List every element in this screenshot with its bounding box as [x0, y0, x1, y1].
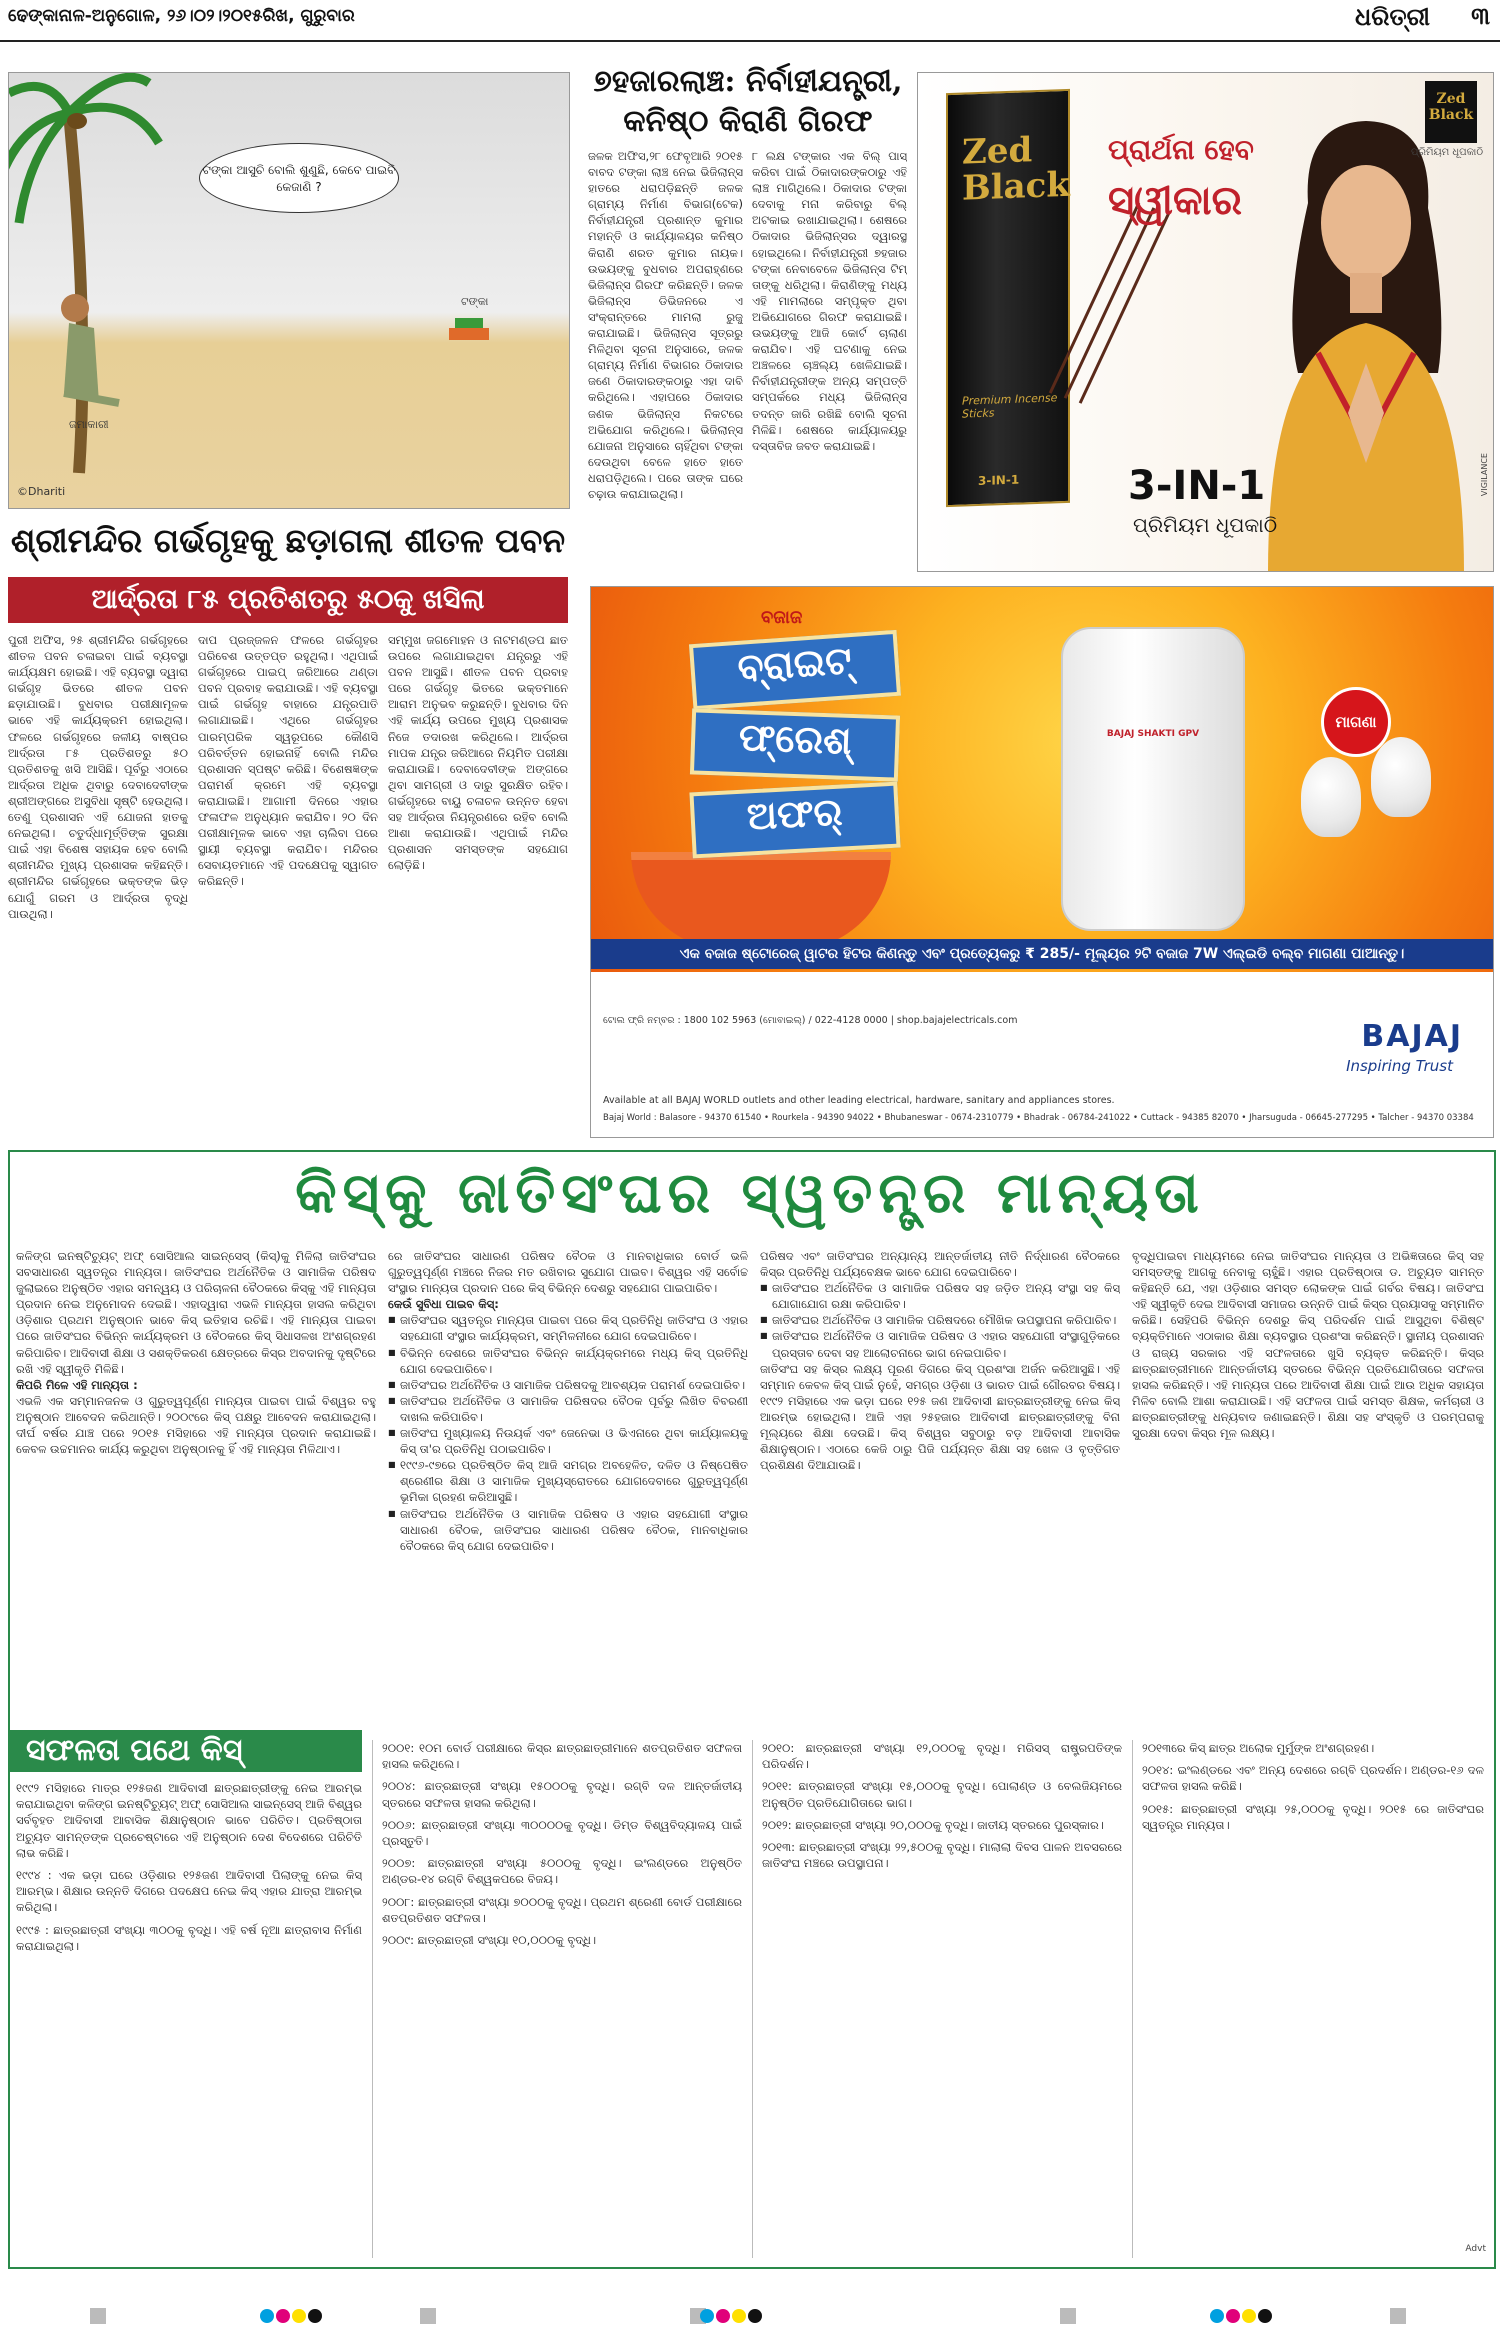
- benefit-item: ■ ଜାତିସଂଘର ଅର୍ଥନୈତିକ ଓ ସାମାଜିକ ପରିଷଦରେ ମୌଖିକ ଉପସ୍ଥାପନା କରିପାରିବ।: [760, 1312, 1120, 1328]
- kiss-col4: ବୃଦ୍ଧିପାଇବା ମାଧ୍ୟମରେ ନେଇ ଜାତିସଂଘର ମାନ୍ୟତା ଓ ଅଭିଜ୍ଞତାରେ କିସ୍ ସହ ସମସ୍ତଙ୍କୁ ଆଗକୁ ନେବାକୁ ଚାହୁଁଛି। ଏହାର ପ୍ରତିଷ୍ଠାତା ଡ. ଅଚ୍ୟୁତ ସାମନ୍ତ କହିଛନ୍ତି ଯେ, ଏହା ଓଡ଼ିଶାର ସମସ୍ତ ଲୋକଙ୍କ ପାଇଁ ଗର୍ବର ବିଷୟ। ଜାତିସଂଘ ଏହି ସ୍ୱୀକୃତି ଦେଇ ଆଦିବାସୀ ସମାଜର ଉନ୍ନତି ପାଇଁ କିସ୍‌ର ପ୍ରୟାସକୁ ସମ୍ମାନିତ କରିଛି। ସେହିପରି ବିଭିନ୍ନ ଦେଶରୁ କିସ୍ ପରିଦର୍ଶନ ପାଇଁ ଆସୁଥିବା ବିଶିଷ୍ଟ ବ୍ୟକ୍ତିମାନେ ଏଠାକାର ଶିକ୍ଷା ବ୍ୟବସ୍ଥାର ପ୍ରଶଂସା କରିଛନ୍ତି। ସ୍ଥାନୀୟ ପ୍ରଶାସନ ଓ ରାଜ୍ୟ ସରକାର ଏହି ସଫଳତାରେ ଖୁସି ବ୍ୟକ୍ତ କରିଛନ୍ତି। କିସ୍‌ର ଛାତ୍ରଛାତ୍ରୀମାନେ ଆନ୍ତର୍ଜାତୀୟ ସ୍ତରରେ ବିଭିନ୍ନ ପ୍ରତିଯୋଗିତାରେ ସଫଳତା ହାସଲ କରିଛନ୍ତି। ଏହି ମାନ୍ୟତା ପରେ ଆଦିବାସୀ ଶିକ୍ଷା ପାଇଁ ଆଉ ଅଧିକ ସହାୟତା ମିଳିବ ବୋଲି ଆଶା କରାଯାଉଛି। ଏହି ସଫଳତା ପାଇଁ ସମସ୍ତ ଶିକ୍ଷକ, କର୍ମଚାରୀ ଓ ଛାତ୍ରଛାତ୍ରୀଙ୍କୁ ଧନ୍ୟବାଦ ଜଣାଇଛନ୍ତି। ଶିକ୍ଷା ସହ ସଂସ୍କୃତି ଓ ପରମ୍ପରାକୁ ସୁରକ୍ଷା ଦେବା କିସ୍‌ର ମୂଳ ଲକ୍ଷ୍ୟ।: [1132, 1249, 1484, 1441]
- registration-square: [1060, 2308, 1076, 2324]
- story2-col1: ପୁରୀ ଅଫିସ, ୨୫ ଶ୍ରୀମନ୍ଦିର ଗର୍ଭଗୃହରେ ଶୀତଳ ପବନ ଚଳାଇବା ପାଇଁ ବ୍ୟବସ୍ଥା କାର୍ଯ୍ୟକ୍ଷମ ହୋଇଛି। ଏହି ବ୍ୟବସ୍ଥା ଦ୍ୱାରା ଗର୍ଭଗୃହ ଭିତରେ ଶୀତଳ ପବନ ଛଡ଼ାଯାଉଛି। ବୁଧବାର ପରୀକ୍ଷାମୂଳକ ଭାବେ ଏହି କାର୍ଯ୍ୟକ୍ରମ ହୋଇଥିଲା। ଫଳରେ ଗର୍ଭଗୃହରେ ଜଳୀୟ ବାଷ୍ପର ଆର୍ଦ୍ରତା ୮୫ ପ୍ରତିଶତରୁ ୫୦ ପ୍ରତିଶତକୁ ଖସି ଆସିଛି। ପୂର୍ବରୁ ଏଠାରେ ଆର୍ଦ୍ରତା ଅଧିକ ଥିବାରୁ ଦେବାଦେବୀଙ୍କ ଶ୍ରୀଅଙ୍ଗରେ ଅସୁବିଧା ସୃଷ୍ଟି ହେଉଥିଲା। ତେଣୁ ପ୍ରଶାସନ ଏହି ଯୋଜନା ହାତକୁ ନେଇଥିଲା। ଚତୁର୍ଦ୍ଧାମୂର୍ତ୍ତିଙ୍କ ସୁରକ୍ଷା ପାଇଁ ଏହା ବିଶେଷ ସହାୟକ ହେବ ବୋଲି ଶ୍ରୀମନ୍ଦିର ମୁଖ୍ୟ ପ୍ରଶାସକ କହିଛନ୍ତି। ଶ୍ରୀମନ୍ଦିର ଗର୍ଭଗୃହରେ ଭକ୍ତଙ୍କ ଭିଡ଼ ଯୋଗୁଁ ଗରମ ଓ ଆର୍ଦ୍ରତା ବୃଦ୍ଧି ପାଉଥିଲା।: [8, 633, 188, 921]
- timeline-col1: [16, 1780, 362, 2258]
- speech-bubble: ଟଙ୍କା ଆସୁଚି ବୋଲି ଶୁଣୁଛି, କେବେ ପାଇବି କେଜାଣି ?: [199, 143, 399, 213]
- print-registration-strip: [0, 2300, 1500, 2333]
- registration-square: [1390, 2308, 1406, 2324]
- cartoon-panel: [8, 72, 570, 509]
- timeline-entry: ୨୦୧୩ରେ କିସ୍ ଛାତ୍ର ଅଲୋକ ମୁର୍ମୁଙ୍କ ଅଂଶଗ୍ରହଣ।: [1142, 1741, 1375, 1755]
- water-heater: [1061, 627, 1245, 931]
- story2-col2: ଦାପ ପ୍ରଜ୍ଜଳନ ଫଳରେ ଗର୍ଭଗୃହର ପରିବେଶ ଉତ୍ତପ୍ତ ରହୁଥିଲା। ଏଥିପାଇଁ ଗର୍ଭଗୃହରେ ପାଇପ୍ ଜରିଆରେ ଥଣ୍ଡା ପବନ ପ୍ରବାହ କରାଯାଉଛି। ଏହି ବ୍ୟବସ୍ଥା ପାଇଁ ଗର୍ଭଗୃହ ବାହାରେ ଯନ୍ତ୍ରପାତି ଲଗାଯାଇଛି। ଏଥିରେ ଗର୍ଭଗୃହର ପାରମ୍ପରିକ ସ୍ୱରୂପରେ କୌଣସି ପରିବର୍ତ୍ତନ ହୋଇନାହିଁ ବୋଲି ମନ୍ଦିର ପ୍ରଶାସନ ସ୍ପଷ୍ଟ କରିଛି। ବିଶେଷଜ୍ଞଙ୍କ ପରାମର୍ଶ କ୍ରମେ ଏହି ବ୍ୟବସ୍ଥା କରାଯାଇଛି। ଆଗାମୀ ଦିନରେ ଏହାର ଫଳାଫଳ ଅନୁଧ୍ୟାନ କରାଯିବ। ୨୦ ଦିନ ପରୀକ୍ଷାମୂଳକ ଭାବେ ଏହା ଚାଲିବା ପରେ ସ୍ଥାୟୀ ବ୍ୟବସ୍ଥା କରାଯିବ। ମନ୍ଦିରର ସେବାୟତମାନେ ଏହି ପଦକ୍ଷେପକୁ ସ୍ୱାଗତ କରିଛନ୍ତି।: [198, 633, 378, 889]
- kiss-col1b-text: ଏଭଳି ଏକ ସମ୍ମାନଜନକ ଓ ଗୁରୁତ୍ୱପୂର୍ଣ୍ଣ ମାନ୍ୟତା ପାଇବା ପାଇଁ ବିଶ୍ୱର ବହୁ ଅନୁଷ୍ଠାନ ଆବେଦନ କରିଥାନ୍ତି। ୨୦୦୯ରେ କିସ୍ ପକ୍ଷରୁ ଆବେଦନ କରାଯାଇଥିଲା। ଦୀର୍ଘ ବର୍ଷର ଯାଞ୍ଚ ପରେ ୨୦୧୫ ମସିହାରେ ଏହି ମାନ୍ୟତା ପ୍ରଦାନ କରାଯାଇଛି। କେବଳ ଉଚ୍ଚମାନର କାର୍ଯ୍ୟ କରୁଥିବା ଅନୁଷ୍ଠାନକୁ ହିଁ ଏହି ମାନ୍ୟତା ମିଳିଥାଏ।: [16, 1393, 376, 1457]
- incense-pack: [946, 89, 1070, 507]
- timeline-intro: ୧୯୯୨ ମସିହାରେ ମାତ୍ର ୧୨୫ଜଣ ଆଦିବାସୀ ଛାତ୍ରଛାତ୍ରୀଙ୍କୁ ନେଇ ଆରମ୍ଭ କରାଯାଇଥିବା କଳିଙ୍ଗ ଇନଷ୍ଟିଚ୍ୟୁଟ୍ ଅଫ୍ ସୋସିଆଲ ସାଇନ୍ସେସ୍ ଆଜି ବିଶ୍ୱର ସର୍ବବୃହତ ଆଦିବାସୀ ଆବାସିକ ଶିକ୍ଷାନୁଷ୍ଠାନ ଭାବେ ପରିଚିତ। ପ୍ରତିଷ୍ଠାତା ଅଚ୍ୟୁତ ସାମନ୍ତଙ୍କ ପ୍ରଚେଷ୍ଟାରେ ଏହି ଅନୁଷ୍ଠାନ ଦେଶ ବିଦେଶରେ ପରିଚିତି ଲାଭ କରିଛି।: [16, 1781, 362, 1860]
- timeline-entry: ୨୦୦୭: ଛାତ୍ରଛାତ୍ରୀ ସଂଖ୍ୟା ୫୦୦୦କୁ ବୃଦ୍ଧି। ଇଂଲଣ୍ଡରେ ଅନୁଷ୍ଠିତ ଅଣ୍ଡର-୧୪ ରଗ୍ବି ବିଶ୍ୱକପରେ ବିଜୟ।: [382, 1856, 742, 1887]
- column-rule: [752, 1740, 753, 2258]
- zed-black-ad: [917, 72, 1494, 572]
- kiss-col3b-text: ଜାତିସଂଘ ସହ କିସ୍‌ର ଲକ୍ଷ୍ୟ ପୂରଣ ଦିଗରେ କିସ୍ ପ୍ରଶଂସା ଅର୍ଜନ କରିଆସୁଛି। ଏହି ସମ୍ମାନ କେବଳ କିସ୍ ପାଇଁ ନୁହେଁ, ସମଗ୍ର ଓଡ଼ିଶା ଓ ଭାରତ ପାଇଁ ଗୌରବର ବିଷୟ। ୧୯୯୨ ମସିହାରେ ଏକ ଭଡ଼ା ଘରେ ୧୨୫ ଜଣ ଆଦିବାସୀ ଛାତ୍ରଛାତ୍ରୀଙ୍କୁ ନେଇ କିସ୍ ଆରମ୍ଭ ହୋଇଥିଲା। ଆଜି ଏହା ୨୫ହଜାର ଆଦିବାସୀ ଛାତ୍ରଛାତ୍ରୀଙ୍କୁ ବିନା ମୂଲ୍ୟରେ ଶିକ୍ଷା ଦେଉଛି। କିସ୍ ବିଶ୍ୱର ସବୁଠାରୁ ବଡ଼ ଆଦିବାସୀ ଆବାସିକ ଶିକ୍ଷାନୁଷ୍ଠାନ। ଏଠାରେ କେଜି ଠାରୁ ପିଜି ପର୍ଯ୍ୟନ୍ତ ଶିକ୍ଷା ସହ ଖେଳ ଓ ବୃତ୍ତିଗତ ପ୍ରଶିକ୍ଷଣ ଦିଆଯାଉଛି।: [760, 1361, 1120, 1473]
- story2-headline: ଶ୍ରୀମନ୍ଦିର ଗର୍ଭଗୃହକୁ ଛଡ଼ାଗଲା ଶୀତଳ ପବନ: [10, 521, 566, 560]
- benefit-item: ■ ବିଭିନ୍ନ ଦେଶରେ ଜାତିସଂଘର ବିଭିନ୍ନ କାର୍ଯ୍ୟକ୍ରମରେ ମଧ୍ୟ କିସ୍ ପ୍ରତିନିଧି ଯୋଗ ଦେଇପାରିବେ।: [388, 1345, 748, 1377]
- timeline-entry: ୧୯୯୪ : ଏକ ଭଡ଼ା ଘରେ ଓଡ଼ିଶାର ୧୨୫ଜଣ ଆଦିବାସୀ ପିଲାଙ୍କୁ ନେଇ କିସ୍ ଆରମ୍ଭ। ଶିକ୍ଷାର ଉନ୍ନତି ଦିଗରେ ପଦକ୍ଷେପ ନେଇ କିସ୍ ଏହାର ଯାତ୍ରା ଆରମ୍ଭ କରିଥିଲା।: [16, 1868, 362, 1915]
- bajaj-logo: BAJAJ: [1361, 1019, 1463, 1054]
- color-registration-marks: [700, 2308, 764, 2327]
- timeline-entry: ୨୦୧୨: ଛାତ୍ରଛାତ୍ରୀ ସଂଖ୍ୟା ୨୦,୦୦୦କୁ ବୃଦ୍ଧି। ଜାତୀୟ ସ୍ତରରେ ପୁରସ୍କାର।: [762, 1817, 1104, 1832]
- color-registration-marks: [1210, 2308, 1274, 2327]
- benefit-item: ■ ଜାତିସଂଘର ସ୍ୱତନ୍ତ୍ର ମାନ୍ୟତା ପାଇବା ପରେ କିସ୍ ପ୍ରତିନିଧି ଜାତିସଂଘ ଓ ଏହାର ସହଯୋଗୀ ସଂସ୍ଥାର କାର୍ଯ୍ୟକ୍ରମ, ସମ୍ମିଳନୀରେ ଯୋଗ ଦେଇପାରିବେ।: [388, 1312, 748, 1344]
- availability-info: Available at all BAJAJ WORLD outlets and other leading electrical, hardware, sanitary and appliances stores.: [603, 1095, 1115, 1106]
- bajaj-world-stores: Bajaj World : Balasore - 94370 61540 • Rourkela - 94390 94022 • Bhubaneswar - 0674-2310779 • Bhadrak - 06784-241022 • Cuttack - 94385 82070 • Jharsuguda - 06645-277295 • Talcher - 94370 03384: [603, 1113, 1474, 1123]
- bajaj-brand-small: ବଜାଜ: [761, 607, 803, 628]
- ad-tagline-1: ପ୍ରାର୍ଥନା ହେବ: [1108, 133, 1254, 166]
- bajaj-ad: [590, 586, 1494, 1138]
- incense-stick: [1079, 212, 1170, 404]
- timeline-entry: ୨୦୦୬: ଛାତ୍ରଛାତ୍ରୀ ସଂଖ୍ୟା ୩୦୦୦୦କୁ ବୃଦ୍ଧି। ଡିମ୍ଡ ବିଶ୍ୱବିଦ୍ୟାଳୟ ପାଇଁ ପ୍ରସ୍ତୁତି।: [382, 1817, 742, 1849]
- timeline-entry: ୨୦୦୯: ଛାତ୍ରଛାତ୍ରୀ ସଂଖ୍ୟା ୧୦,୦୦୦କୁ ବୃଦ୍ଧି।: [382, 1933, 597, 1948]
- money-label: ଟଙ୍କା: [461, 295, 489, 308]
- timeline-col2: [382, 1740, 742, 2258]
- timeline-title: ସଫଳତା ପଥେ କିସ୍: [10, 1730, 362, 1772]
- benefit-item: ■ ଜାତିସଂଘର ଅର୍ଥନୈତିକ ଓ ସାମାଜିକ ପରିଷଦର ବୈଠକ ପୂର୍ବରୁ ଲିଖିତ ବିବରଣୀ ଦାଖଲ କରିପାରିବ।: [388, 1393, 748, 1425]
- column-rule: [372, 1740, 373, 2258]
- kiss-col2: [388, 1248, 748, 1718]
- masthead-brand: ଧରିତ୍ରୀ: [1355, 2, 1430, 31]
- kiss-col1: [16, 1248, 376, 1718]
- bajaj-tagline: Inspiring Trust: [1346, 1057, 1453, 1075]
- agency-credit: VIGILANCE: [1480, 453, 1489, 497]
- offer-text: ଏକ ବଜାଜ ଷ୍ଟୋରେଜ୍ ୱାଟର ହିଟର କିଣନ୍ତୁ ଏବଂ ପ୍ରତ୍ୟେକରୁ ₹ 285/- ମୂଲ୍ୟର ୨ଟି ବଜାଜ 7W ଏଲ୍ଇଡି ବଲ୍ବ ମାଗଣା ପାଆନ୍ତୁ।: [591, 939, 1493, 969]
- story1-headline: ୭ହଜାରଲାଞ୍ଚ: ନିର୍ବାହୀଯନ୍ତ୍ରୀ, କନିଷ୍ଠ କିରାଣି ଗିରଫ: [593, 64, 903, 139]
- led-bulb: [1301, 757, 1361, 837]
- story1-col1: ଜଳକ ଅଫିସ,୨୮ ଫେବୃଆରି ୨୦୧୫ ବାବଦ ଟଙ୍କା ଲାଞ୍ଚ ନେଇ ଭିଜିଲାନ୍ସ ହାତରେ ଧରାପଡ଼ିଛନ୍ତି ଜଳକ ଗ୍ରାମ୍ୟ ନିର୍ମାଣ ବିଭାଗ(ଟେକ) ନିର୍ବାହୀଯନ୍ତ୍ରୀ ପ୍ରଶାନ୍ତ କୁମାର ମହାନ୍ତି ଓ କାର୍ଯ୍ୟାଳୟର କନିଷ୍ଠ କିରାଣି ଶରତ କୁମାର ନାୟକ। ଉଭୟଙ୍କୁ ବୁଧବାର ଅପରାହ୍ଣରେ ଭିଜିଲାନ୍ସ ଗିରଫ କରିଛନ୍ତି। ଜଳକ ଭିଜିଲାନ୍ସ ଡିଭିଜନରେ ଏ ସଂକ୍ରାନ୍ତରେ ମାମଲା ରୁଜୁ କରାଯାଇଛି। ଭିଜିଲାନ୍ସ ସୂତ୍ରରୁ ମିଳିଥିବା ସୂଚନା ଅନୁସାରେ, ଜଳକ ଗ୍ରାମ୍ୟ ନିର୍ମାଣ ବିଭାଗର ଠିକାଦାର ଜଣେ ଠିକାଦାରଙ୍କଠାରୁ ଏହା ଦାବି କରିଥିଲେ। ଏହାପରେ ଠିକାଦାର ଜଣକ ଭିଜିଲାନ୍ସ ନିକଟରେ ଅଭିଯୋଗ କରିଥିଲେ। ଭିଜିଲାନ୍ସ ଯୋଜନା ଅନୁସାରେ ଚାହିଁଥିବା ଟଙ୍କା ଦେଉଥିବା ବେଳେ ହାତେ ହାତେ ଧରାପଡ଼ିଥିଲେ। ପରେ ତାଙ୍କ ଘରେ ଚଢ଼ାଉ କରାଯାଇଥିଲା।: [588, 149, 743, 501]
- pack-subtitle: Premium Incense Sticks: [962, 391, 1058, 421]
- benefit-item: ■ ଜାତିସଂଘ ମୁଖ୍ୟାଳୟ ନିଉୟର୍କ ଏବଂ ଜେନେଭା ଓ ଭିଏନାରେ ଥିବା କାର୍ଯ୍ୟାଳୟକୁ କିସ୍ ତା'ର ପ୍ରତିନିଧି ପଠାଇପାରିବ।: [388, 1425, 748, 1457]
- ad-product-subtitle: ପ୍ରିମିୟମ ଧୂପକାଠି: [1133, 513, 1278, 537]
- edition-dateline: ଢେଙ୍କାନାଳ-ଅନୁଗୋଳ, ୨୬।୦୨।୨୦୧୫ରିଖ, ଗୁରୁବାର: [8, 6, 355, 26]
- zed-black-logo: Zed Black: [1425, 81, 1477, 143]
- depositor-label: ଜମାକାରୀ: [69, 418, 109, 431]
- timeline-col4: [1142, 1740, 1484, 2240]
- story2-col3: ସମ୍ମୁଖ ଜଗମୋହନ ଓ ନାଟମଣ୍ଡପ ଛାତ ଉପରେ ଲଗାଯାଇଥିବା ଯନ୍ତ୍ରରୁ ଏହି ପବନ ଆସୁଛି। ଶୀତଳ ପବନ ପ୍ରବାହ ପରେ ଗର୍ଭଗୃହ ଭିତରେ ଭକ୍ତମାନେ ଆରାମ ଅନୁଭବ କରୁଛନ୍ତି। ବୁଧବାର ଦିନ ଏହି କାର୍ଯ୍ୟ ଉପରେ ମୁଖ୍ୟ ପ୍ରଶାସକ ନିଜେ ତଦାରଖ କରିଥିଲେ। ଆର୍ଦ୍ରତା ମାପକ ଯନ୍ତ୍ର ଜରିଆରେ ନିୟମିତ ପରୀକ୍ଷା କରାଯାଉଛି। ଦେବାଦେବୀଙ୍କ ଅଙ୍ଗରେ ଥିବା ସାମଗ୍ରୀ ଓ ଦାରୁ ସୁରକ୍ଷିତ ରହିବ। ଗର୍ଭଗୃହରେ ବାୟୁ ଚଳାଚଳ ଉନ୍ନତ ହେବା ସହ ଆର୍ଦ୍ରତା ନିୟନ୍ତ୍ରଣରେ ରହିବ ବୋଲି ଆଶା କରାଯାଉଛି। ଏଥିପାଇଁ ମନ୍ଦିର ପ୍ରଶାସନ ସମସ୍ତଙ୍କ ସହଯୋଗ ଲୋଡ଼ିଛି।: [388, 633, 568, 873]
- model-photo: [1248, 113, 1483, 572]
- pack-3in1: 3-IN-1: [978, 472, 1020, 489]
- page-header: [0, 0, 1500, 42]
- column-rule: [1132, 1740, 1133, 2258]
- ribbon-offer: ଅଫର୍: [689, 782, 900, 859]
- kiss-col3: [760, 1248, 1120, 1718]
- cartoon-credit: ©Dhariti: [17, 485, 66, 498]
- timeline-entry: ୨୦୧୩: ଛାତ୍ରଛାତ୍ରୀ ସଂଖ୍ୟା ୨୨,୫୦୦କୁ ବୃଦ୍ଧି। ମାଲାଲା ଦିବସ ପାଳନ ଅବସରରେ ଜାତିସଂଘ ମଞ୍ଚରେ ଉପସ୍ଥାପନା।: [762, 1840, 1122, 1871]
- timeline-entry: ୨୦୦୪: ଛାତ୍ରଛାତ୍ରୀ ସଂଖ୍ୟା ୧୫୦୦୦କୁ ବୃଦ୍ଧି। ରଗ୍ବି ଦଳ ଆନ୍ତର୍ଜାତୀୟ ସ୍ତରରେ ସଫଳତା ହାସଲ କରିଥିଲା।: [382, 1779, 742, 1810]
- timeline-entry: ୨୦୧୦: ଛାତ୍ରଛାତ୍ରୀ ସଂଖ୍ୟା ୧୨,୦୦୦କୁ ବୃଦ୍ଧି। ମରିସସ୍ ରାଷ୍ଟ୍ରପତିଙ୍କ ପରିଦର୍ଶନ।: [762, 1741, 1122, 1772]
- kiss-col2-text: ରେ ଜାତିସଂଘର ସାଧାରଣ ପରିଷଦ ବୈଠକ ଓ ମାନବାଧିକାର ବୋର୍ଡ ଭଳି ଗୁରୁତ୍ୱପୂର୍ଣ୍ଣ ମଞ୍ଚରେ ନିଜର ମତ ରଖିବାର ସୁଯୋଗ ପାଇବ। ବିଶ୍ୱର ଏହି ସର୍ବୋଚ୍ଚ ସଂସ୍ଥାର ମାନ୍ୟତା ପ୍ରଦାନ ପରେ କିସ୍ ବିଭିନ୍ନ ଦେଶରୁ ସହଯୋଗ ପାଇପାରିବ।: [388, 1249, 748, 1296]
- story1-col2: ୮ ଲକ୍ଷ ଟଙ୍କାର ଏକ ବିଲ୍ ପାସ୍ କରିବା ପାଇଁ ଠିକାଦାରଙ୍କଠାରୁ ଏହି ଲାଞ୍ଚ ମାଗିଥିଲେ। ଠିକାଦାର ଟଙ୍କା ଦେବାକୁ ମନା କରିବାରୁ ବିଲ୍ ଅଟକାଇ ରଖାଯାଇଥିଲା। ଶେଷରେ ଠିକାଦାର ଭିଜିଲାନ୍ସର ଦ୍ୱାରସ୍ଥ ହୋଇଥିଲେ। ନିର୍ବାହୀଯନ୍ତ୍ରୀ ୭ହଜାର ଟଙ୍କା ନେବାବେଳେ ଭିଜିଲାନ୍ସ ଟିମ୍ ତାଙ୍କୁ ଧରିଥିଲା। କିରାଣିଙ୍କୁ ମଧ୍ୟ ଏହି ମାମଲାରେ ସମ୍ପୃକ୍ତ ଥିବା ଅଭିଯୋଗରେ ଗିରଫ କରାଯାଇଛି। ଉଭୟଙ୍କୁ ଆଜି କୋର୍ଟ ଚାଲାଣ କରାଯିବ। ଏହି ଘଟଣାକୁ ନେଇ ଅଞ୍ଚଳରେ ଚାଞ୍ଚଲ୍ୟ ଖେଳିଯାଇଛି। ନିର୍ବାହୀଯନ୍ତ୍ରୀଙ୍କ ଅନ୍ୟ ସମ୍ପତ୍ତି ସମ୍ପର୍କରେ ମଧ୍ୟ ଭିଜିଲାନ୍ସ ତଦନ୍ତ ଜାରି ରଖିଛି ବୋଲି ସୂଚନା ମିଳିଛି। ଶେଷରେ କାର୍ଯ୍ୟାଳୟରୁ ଦସ୍ତାବିଜ ଜବତ କରାଯାଇଛି।: [752, 149, 907, 453]
- logo-subtitle: ପ୍ରିମିୟମ ଧୂପକାଠି: [1410, 147, 1483, 158]
- registration-square: [420, 2308, 436, 2324]
- timeline-entry: ୨୦୦୮: ଛାତ୍ରଛାତ୍ରୀ ସଂଖ୍ୟା ୭୦୦୦କୁ ବୃଦ୍ଧି। ପ୍ରଥମ ଶ୍ରେଣୀ ବୋର୍ଡ ପରୀକ୍ଷାରେ ଶତପ୍ରତିଶତ ସଫଳତା।: [382, 1894, 742, 1925]
- color-registration-marks: [260, 2308, 324, 2327]
- benefit-item: ■ ଜାତିସଂଘର ଅର୍ଥନୈତିକ ଓ ସାମାଜିକ ପରିଷଦ ସହ ଜଡ଼ିତ ଅନ୍ୟ ସଂସ୍ଥା ସହ କିସ୍ ଯୋଗାଯୋଗ ରକ୍ଷା କରିପାରିବ।: [760, 1280, 1120, 1312]
- benefit-item: ■ ଜାତିସଂଘର ଅର୍ଥନୈତିକ ଓ ସାମାଜିକ ପରିଷଦକୁ ଆବଶ୍ୟକ ପରାମର୍ଶ ଦେଇପାରିବ।: [388, 1377, 748, 1393]
- kiss-col3-text: ପରିଷଦ ଏବଂ ଜାତିସଂଘର ଅନ୍ୟାନ୍ୟ ଆନ୍ତର୍ଜାତୀୟ ନୀତି ନିର୍ଦ୍ଧାରଣ ବୈଠକରେ କିସ୍‌ର ପ୍ରତିନିଧି ପର୍ଯ୍ୟବେକ୍ଷକ ଭାବେ ଯୋଗ ଦେଇପାରିବେ।: [760, 1249, 1120, 1280]
- led-bulb: [1371, 737, 1431, 817]
- timeline-entry: ୨୦୧୪: ଇଂଲଣ୍ଡରେ ଏବଂ ଅନ୍ୟ ଦେଶରେ ରଗ୍ବି ପ୍ରଦର୍ଶନ। ଅଣ୍ଡର-୧୬ ଦଳ ସଫଳତା ହାସଲ କରିଛି।: [1142, 1763, 1484, 1794]
- page-number: ୩: [1471, 2, 1490, 30]
- pack-brand: Zed Black: [962, 130, 1070, 209]
- ribbon-fresh: ଫ୍ରେଶ୍: [690, 708, 900, 781]
- toll-free-info: ଟୋଲ ଫ୍ରି ନମ୍ବର : 1800 102 5963 (ମୋବାଇଲ୍) / 022-4128 0000 | shop.bajajelectricals.com: [603, 1015, 1018, 1026]
- timeline-entry: ୨୦୦୧: ୧୦ମ ବୋର୍ଡ ପରୀକ୍ଷାରେ କିସ୍‌ର ଛାତ୍ରଛାତ୍ରୀମାନେ ଶତପ୍ରତିଶତ ସଫଳତା ହାସଲ କରିଥିଲେ।: [382, 1741, 742, 1772]
- ad-tagline-2: ସ୍ୱୀକାର: [1108, 177, 1242, 224]
- benefit-item: ■ ଜାତିସଂଘର ଅର୍ଥନୈତିକ ଓ ସାମାଜିକ ପରିଷଦ ଓ ଏହାର ସହଯୋଗୀ ସଂସ୍ଥାଗୁଡ଼ିକରେ ପ୍ରସ୍ତାବ ଦେବା ସହ ଆଲୋଚନାରେ ଭାଗ ନେଇପାରିବ।: [760, 1328, 1120, 1360]
- ad-product-title: 3-IN-1: [1128, 463, 1266, 509]
- story2-subheadline: ଆର୍ଦ୍ରତା ୮୫ ପ୍ରତିଶତରୁ ୫୦କୁ ଖସିଲା: [8, 577, 568, 623]
- timeline-entry: ୧୯୯୫ : ଛାତ୍ରଛାତ୍ରୀ ସଂଖ୍ୟା ୩୦୦କୁ ବୃଦ୍ଧି। ଏହି ବର୍ଷ ନୂଆ ଛାତ୍ରାବାସ ନିର୍ମାଣ କରାଯାଇଥିଲା।: [16, 1922, 362, 1953]
- incense-stick: [1064, 207, 1155, 399]
- kiss-subhead-benefits: କେଉଁ ସୁବିଧା ପାଇବ କିସ୍:: [388, 1297, 499, 1312]
- kiss-col1-text: କଳିଙ୍ଗ ଇନଷ୍ଟିଚ୍ୟୁଟ୍ ଅଫ୍ ସୋସିଆଲ ସାଇନ୍ସେସ୍ (କିସ୍)କୁ ମିଳିଲା ଜାତିସଂଘର ସବସାଧାରଣ ସ୍ୱତନ୍ତ୍ର ମାନ୍ୟତା। ଜାତିସଂଘର ଅର୍ଥନୈତିକ ଓ ସାମାଜିକ ପରିଷଦ ଜୁଲାଇରେ ଅନୁଷ୍ଠିତ ଏହାର ସମନ୍ୱୟ ଓ ପରିଚାଳନା ବୈଠକରେ କିସ୍‌କୁ ଏହି ମାନ୍ୟତା ପ୍ରଦାନ ନେଇ ଅନୁମୋଦନ ଦେଇଛି। ଏହାଦ୍ୱାରା ଏଭଳି ମାନ୍ୟତା ହାସଲ କରିଥିବା ଓଡ଼ିଶାର ପ୍ରଥମ ଅନୁଷ୍ଠାନ ଭାବେ କିସ୍ ଇତିହାସ ରଚିଛି। ଏହି ମାନ୍ୟତା ପାଇବା ପରେ ଜାତିସଂଘର ବିଭିନ୍ନ କାର୍ଯ୍ୟକ୍ରମ ଓ ବୈଠକରେ କିସ୍ ସିଧାସଳଖ ଅଂଶଗ୍ରହଣ କରିପାରିବ। ଆଦିବାସୀ ଶିକ୍ଷା ଓ ସଶକ୍ତିକରଣ କ୍ଷେତ୍ରରେ କିସ୍‌ର ଅବଦାନକୁ ଦୃଷ୍ଟିରେ ରଖି ଏହି ସ୍ୱୀକୃତି ମିଳିଛି।: [16, 1249, 376, 1376]
- cartoon-drawing: [9, 73, 569, 508]
- timeline-entry: ୨୦୧୫: ଛାତ୍ରଛାତ୍ରୀ ସଂଖ୍ୟା ୨୫,୦୦୦କୁ ବୃଦ୍ଧି। ୨୦୧୫ ରେ ଜାତିସଂଘର ସ୍ୱତନ୍ତ୍ର ମାନ୍ୟତା।: [1142, 1801, 1484, 1832]
- kiss-headline: କିସ୍‌କୁ ଜାତିସଂଘର ସ୍ୱତନ୍ତ୍ର ମାନ୍ୟତା: [295, 1160, 1205, 1226]
- ribbon-bright: ବ୍ରାଇଟ୍: [689, 630, 901, 710]
- kiss-subhead-how: କିପରି ମିଳେ ଏହି ମାନ୍ୟତା :: [16, 1377, 138, 1392]
- benefit-item: ■ ଜାତିସଂଘର ଅର୍ଥନୈତିକ ଓ ସାମାଜିକ ପରିଷଦ ଓ ଏହାର ସହଯୋଗୀ ସଂସ୍ଥାର ସାଧାରଣ ବୈଠକ, ଜାତିସଂଘର ସାଧାରଣ ପରିଷଦ ବୈଠକ, ମାନବାଧିକାର ବୈଠକରେ କିସ୍ ଯୋଗ ଦେଇପାରିବ।: [388, 1506, 748, 1554]
- benefit-item: ■ ୧୯୯୬-୯୭ରେ ପ୍ରତିଷ୍ଠିତ କିସ୍ ଆଜି ସମଗ୍ର ଅବହେଳିତ, ଦଳିତ ଓ ନିଷ୍ପେଷିତ ଶ୍ରେଣୀର ଶିକ୍ଷା ଓ ସାମାଜିକ ମୁଖ୍ୟସ୍ରୋତରେ ଯୋଗଦେବାରେ ଗୁରୁତ୍ୱପୂର୍ଣ୍ଣ ଭୂମିକା ଗ୍ରହଣ କରିଆସୁଛି।: [388, 1457, 748, 1505]
- advt-label: Advt: [1465, 2244, 1486, 2254]
- heater-label: BAJAJ SHAKTI GPV: [1106, 729, 1200, 739]
- free-badge: ମାଗଣା: [1321, 687, 1391, 757]
- registration-square: [90, 2308, 106, 2324]
- timeline-entry: ୨୦୧୧: ଛାତ୍ରଛାତ୍ରୀ ସଂଖ୍ୟା ୧୫,୦୦୦କୁ ବୃଦ୍ଧି। ପୋଲାଣ୍ଡ ଓ ବେଲଜିୟମରେ ଅନୁଷ୍ଠିତ ପ୍ରତିଯୋଗିତାରେ ଭାଗ।: [762, 1779, 1122, 1810]
- timeline-col3: [762, 1740, 1122, 2258]
